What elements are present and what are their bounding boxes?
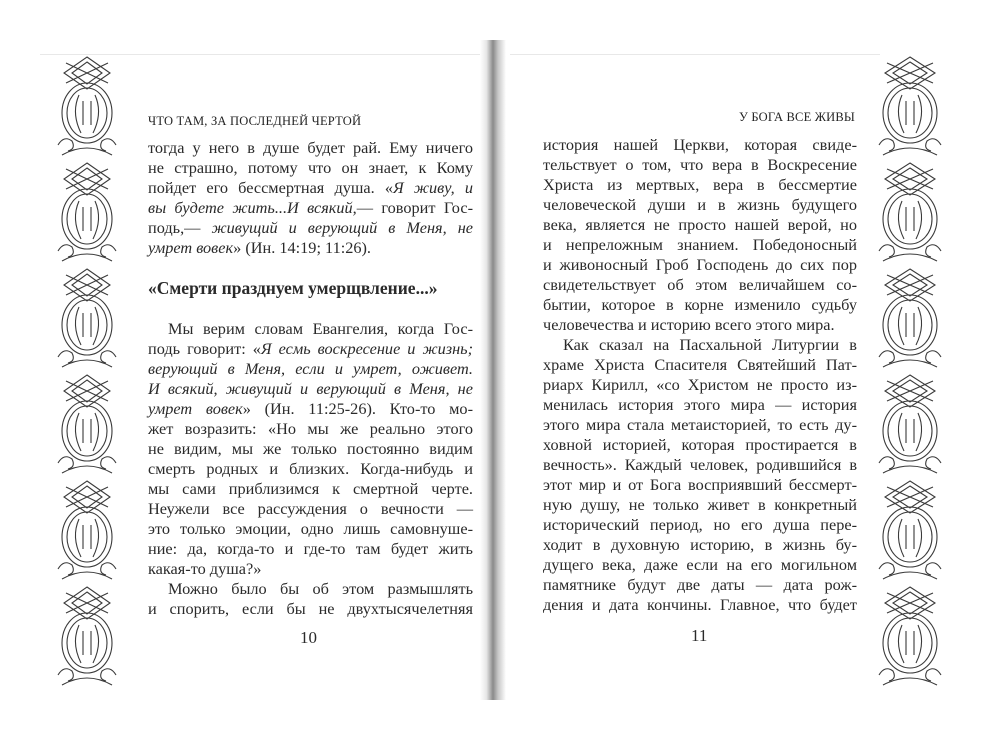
text-line	[148, 399, 473, 419]
ornament-arc	[62, 148, 112, 155]
body-text: менилась история этого мира — история	[543, 395, 857, 414]
ornament-loop	[62, 189, 112, 249]
ornament-scroll	[58, 351, 116, 363]
page-number: 11	[691, 626, 708, 645]
italic-quote-text: умрет вовек	[148, 238, 234, 257]
body-text: Мы верим словам Евангелия, когда Гос-	[168, 319, 473, 338]
ornament-loop	[62, 401, 112, 461]
body-text: подь говорит: «	[148, 339, 261, 358]
body-text: и спорить, если бы не двухтысячелетняя	[148, 599, 473, 618]
text-line	[148, 439, 473, 459]
ornament-leaf	[898, 625, 921, 663]
knotwork-ornament	[876, 55, 944, 691]
text-line	[543, 255, 857, 275]
text-line	[148, 479, 473, 499]
body-text: века, является не просто нашей верой, но	[543, 215, 857, 234]
right-page	[500, 0, 1000, 750]
body-text: человечества и историю всего этого мира.	[543, 315, 835, 334]
ornament-leaf	[75, 625, 98, 663]
ornament-stem	[83, 419, 91, 443]
body-text: Христа из мертвых, вера в бессмертие	[543, 175, 857, 194]
ornament-leaf	[75, 201, 98, 239]
text-line	[148, 339, 473, 359]
body-text: не страшно, потому что он знает, к Кому	[148, 158, 473, 177]
ornament-stem	[83, 207, 91, 231]
ornament-loop	[883, 295, 937, 355]
ornament-loop	[883, 613, 937, 673]
body-text: Можно было бы об этом размышлять	[168, 579, 473, 598]
body-text: и живоносный Гроб Господень до сих пор	[543, 255, 857, 274]
body-text: не видим, мы же только постоянно видим	[148, 439, 473, 458]
ornament-arc	[62, 360, 112, 367]
page-top-edge	[510, 54, 880, 55]
ornament-stem	[83, 631, 91, 655]
ornament-loop	[888, 194, 932, 244]
running-head: У БОГА ВСЕ ЖИВЫ	[738, 110, 855, 124]
body-text: бытии, которое в корне изменило судьбу	[543, 295, 857, 314]
body-text: и непреложным знанием. Победоносный	[543, 235, 857, 254]
text-line	[543, 295, 857, 315]
ornament-arc	[62, 678, 112, 685]
ornament-scroll	[58, 563, 116, 575]
ornament-stem	[906, 419, 914, 443]
text-line	[148, 599, 473, 619]
ornament-scroll	[879, 457, 941, 469]
text-line	[543, 555, 857, 575]
text-line	[148, 178, 473, 198]
text-line	[543, 535, 857, 555]
italic-quote-text: Я живу, и	[393, 178, 473, 197]
italic-quote-text: Я есмь воскресение и жизнь;	[260, 339, 473, 358]
knotwork-ornament	[55, 55, 119, 691]
text-line	[543, 315, 857, 335]
text-line	[148, 238, 473, 258]
ornament-leaf	[898, 201, 921, 239]
ornament-arc	[883, 572, 937, 579]
left-page-text	[148, 138, 473, 619]
text-line	[543, 375, 857, 395]
ornament-arc	[883, 254, 937, 261]
text-line	[148, 158, 473, 178]
ornament-scroll	[58, 245, 116, 257]
body-text: тогда у него в душе будет рай. Ему ничего	[148, 138, 473, 157]
ornament-loop	[67, 194, 107, 244]
text-line	[148, 379, 473, 399]
ornament-scroll	[58, 457, 116, 469]
body-text: ние: да, когда-то и где-то там будет жить	[148, 539, 473, 558]
body-text: » (Ин. 11:25-26). Кто-то мо-	[242, 399, 473, 418]
body-text: — говорит Гос-	[356, 198, 473, 217]
ornament-loop	[62, 507, 112, 567]
ornament-loop	[883, 507, 937, 567]
ornament-leaf	[75, 413, 98, 451]
italic-quote-text: И всякий, живущий и верующий в Меня, не	[148, 379, 473, 398]
text-line	[543, 195, 857, 215]
text-line	[148, 198, 473, 218]
text-line	[543, 275, 857, 295]
text-line	[543, 415, 857, 435]
text-line	[543, 155, 857, 175]
text-line	[148, 319, 473, 339]
left-ornamental-border	[55, 55, 119, 691]
text-line	[148, 519, 473, 539]
ornament-leaf	[898, 95, 921, 133]
text-line	[543, 135, 857, 155]
text-line	[148, 539, 473, 559]
right-page-text	[543, 135, 857, 615]
ornament-leaf	[898, 307, 921, 345]
body-text: ходит в духовную историю, в жизнь бу-	[543, 535, 857, 554]
ornament-leaf	[75, 95, 98, 133]
ornament-loop	[67, 512, 107, 562]
body-text: Как сказал на Пасхальной Литургии в	[563, 335, 857, 354]
ornament-loop	[67, 406, 107, 456]
body-text: смерть родных и близких. Когда-нибудь и	[148, 459, 473, 478]
italic-quote-text: верующий в Меня, если и умрет, оживет.	[148, 359, 473, 378]
body-text: подь,—	[148, 218, 212, 237]
ornament-stem	[83, 525, 91, 549]
spacer	[148, 305, 473, 319]
ornament-arc	[883, 148, 937, 155]
ornament-arc	[62, 466, 112, 473]
left-page	[0, 0, 492, 750]
ornament-loop	[888, 406, 932, 456]
text-line	[543, 235, 857, 255]
ornament-loop	[888, 512, 932, 562]
text-line	[148, 579, 473, 599]
body-text: » (Ин. 14:19; 11:26).	[233, 238, 372, 257]
body-text: памятнике будут две даты — дата рож-	[543, 575, 857, 594]
ornament-scroll	[879, 669, 941, 681]
body-text: дущего века, даже если на его могильном	[543, 555, 857, 574]
ornament-arc	[883, 360, 937, 367]
ornament-leaf	[898, 519, 921, 557]
italic-quote-text: живущий и верующий в Меня, не	[211, 218, 473, 237]
text-line	[543, 515, 857, 535]
text-line	[148, 218, 473, 238]
ornament-arc	[883, 678, 937, 685]
body-text: жет возразить: «Но мы же реально этого	[148, 419, 473, 438]
ornament-arc	[883, 466, 937, 473]
text-line	[148, 359, 473, 379]
text-line	[148, 419, 473, 439]
text-line	[148, 459, 473, 479]
ornament-loop	[67, 300, 107, 350]
ornament-loop	[888, 618, 932, 668]
italic-quote-text: вы будете жить...И всякий,	[148, 198, 357, 217]
ornament-loop	[67, 618, 107, 668]
body-text: риарх Кирилл, «со Христом не просто из-	[543, 375, 857, 394]
ornament-loop	[883, 401, 937, 461]
text-line	[543, 435, 857, 455]
body-text: дения и дата кончины. Главное, что будет	[543, 595, 857, 614]
body-text: вечность». Каждый человек, родившийся в	[543, 455, 857, 474]
ornament-loop	[883, 189, 937, 249]
body-text: этого мира стала метаисторией, то есть ду-	[543, 415, 857, 434]
text-line	[543, 495, 857, 515]
ornament-stem	[906, 101, 914, 125]
ornament-scroll	[879, 139, 941, 151]
text-line	[543, 595, 857, 615]
ornament-leaf	[898, 413, 921, 451]
body-text: история нашей Церкви, которая свиде-	[543, 135, 857, 154]
body-text: мы сами приблизимся к смертной черте.	[148, 479, 473, 498]
body-text: ховной историей, которая простирается в	[543, 435, 857, 454]
body-text: тельствует о том, что вера в Воскресение	[543, 155, 857, 174]
right-ornamental-border	[876, 55, 944, 691]
page-number: 10	[300, 628, 317, 647]
italic-quote-text: умрет вовек	[148, 399, 243, 418]
ornament-loop	[888, 300, 932, 350]
ornament-arc	[62, 572, 112, 579]
ornament-stem	[83, 313, 91, 337]
body-text: пойдет его бессмертная душа. «	[148, 178, 393, 197]
ornament-stem	[83, 101, 91, 125]
text-line	[148, 138, 473, 158]
ornament-loop	[62, 613, 112, 673]
text-line	[543, 395, 857, 415]
text-line	[148, 559, 473, 579]
ornament-stem	[906, 207, 914, 231]
ornament-loop	[62, 83, 112, 143]
text-line	[543, 175, 857, 195]
text-line	[543, 355, 857, 375]
ornament-scroll	[58, 139, 116, 151]
body-text: свидетельствует об этом величайшем со-	[543, 275, 857, 294]
text-line	[543, 215, 857, 235]
ornament-scroll	[879, 563, 941, 575]
text-line	[543, 575, 857, 595]
ornament-scroll	[879, 245, 941, 257]
body-text: этот мир и от Бога восприявший бессмерт-	[543, 475, 857, 494]
text-line	[543, 455, 857, 475]
body-text: ную душу, не только живет в конкретный	[543, 495, 857, 514]
ornament-arc	[62, 254, 112, 261]
ornament-leaf	[75, 307, 98, 345]
text-line	[148, 499, 473, 519]
ornament-loop	[888, 88, 932, 138]
ornament-loop	[62, 295, 112, 355]
ornament-stem	[906, 313, 914, 337]
body-text: человеческой души и в жизнь будущего	[543, 195, 857, 214]
text-line	[543, 335, 857, 355]
running-head: ЧТО ТАМ, ЗА ПОСЛЕДНЕЙ ЧЕРТОЙ	[148, 114, 362, 128]
ornament-loop	[67, 88, 107, 138]
ornament-stem	[906, 631, 914, 655]
body-text: исторический период, но его душа пере-	[543, 515, 857, 534]
ornament-loop	[883, 83, 937, 143]
text-line	[543, 475, 857, 495]
ornament-scroll	[58, 669, 116, 681]
body-text: какая-то душа?»	[148, 559, 262, 578]
ornament-leaf	[75, 519, 98, 557]
body-text: Неужели все рассуждения о вечности —	[148, 499, 473, 518]
ornament-scroll	[879, 351, 941, 363]
body-text: храме Христа Спасителя Святейший Пат-	[543, 355, 857, 374]
section-heading: «Смерти празднуем умерщвление...»	[148, 278, 438, 298]
ornament-stem	[906, 525, 914, 549]
body-text: это только эмоции, одно лишь самовнуше-	[148, 519, 473, 538]
